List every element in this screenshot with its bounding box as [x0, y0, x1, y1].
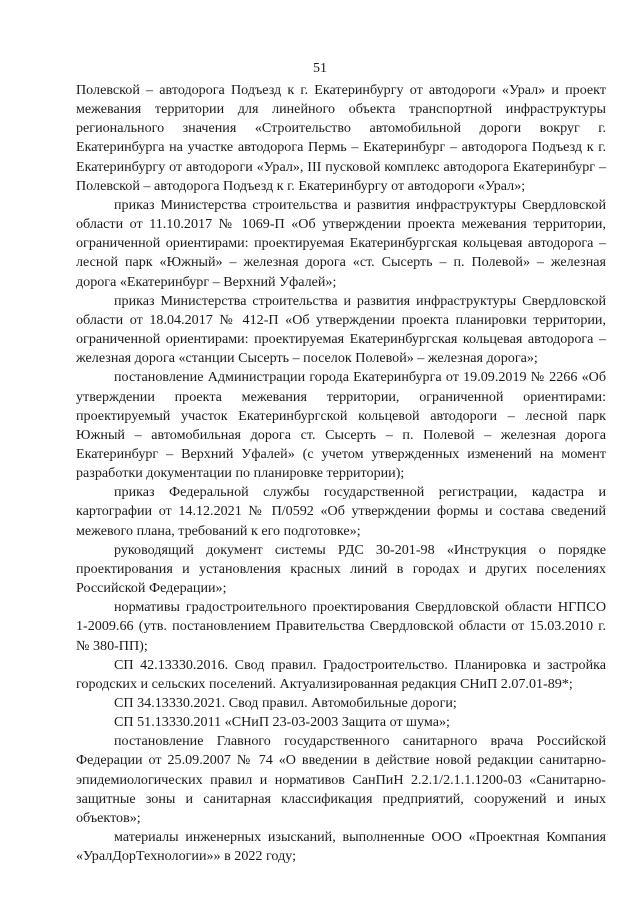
paragraph-order-412p: приказ Министерства строительства и развития инфраструктуры Свердловской области от 18.04.2017 № 412-П «Об утверждении проекта планировки территории, ограниченной ориентирами: проектируемая Екатеринбургская кольцевая автодорога – железная дорога «станции Сысерть – поселок Полевой» – железная дорога»;	[76, 292, 606, 367]
paragraph-order-1069p: приказ Министерства строительства и развития инфраструктуры Свердловской области от 11.10.2017 № 1069-П «Об утверждении проекта межевания территории, ограниченной ориентирами: проектируемая Екатеринбургская кольцевая автодорога – лесной парк «Южный» – железная дорога «ст. Сысерть – п. Полевой» – железная дорога «Екатеринбург – Верхний Уфалей»;	[76, 196, 606, 290]
paragraph-sp-34: СП 34.13330.2021. Свод правил. Автомобильные дороги;	[114, 695, 457, 711]
paragraph-sp-42: СП 42.13330.2016. Свод правил. Градостроительство. Планировка и застройка городских и сельских поселений. Актуализированная редакция СНиП 2.07.01-89*;	[76, 656, 606, 692]
paragraph-ngpso: нормативы градостроительного проектирования Свердловской области НГПСО 1-2009.66 (утв. постановлением Правительства Свердловской области от 15.03.2010 г. № 380-ПП);	[76, 599, 606, 654]
paragraph-resolution-2266: постановление Администрации города Екатеринбурга от 19.09.2019 № 2266 «Об утверждении проекта межевания территории, ограниченной ориентирами: проектируемый участок Екатеринбургской кольцевой автодороги – лесной парк Южный – автомобильная дорога ст. Сысерть – п. Полевой – железная дорога Екатеринбург – Верхний Уфалей» (с учетом утвержденных изменений на момент разработки документации по планировке территории);	[76, 369, 606, 482]
paragraph-order-p0592: приказ Федеральной службы государственной регистрации, кадастра и картографии от 14.12.2021 № П/0592 «Об утверждении формы и состава сведений межевого плана, требований к его подготовке»;	[76, 484, 606, 539]
paragraph-continuation: Полевской – автодорога Подъезд к г. Екатеринбургу от автодороги «Урал» и проект межевания территории для линейного объекта транспортной инфраструктуры регионального значения «Строительство автомобильной дороги вокруг г. Екатеринбурга на участке автодорога Пермь – Екатеринбург – автодорога Подъезд к г. Екатеринбургу от автодороги «Урал», III пусковой комплекс автодорога Екатеринбург – Полевской – автодорога Подъезд к г. Екатеринбургу от автодороги «Урал»;	[76, 82, 606, 194]
paragraph-sp-51: СП 51.13330.2011 «СНиП 23-03-2003 Защита от шума»;	[114, 714, 450, 731]
document-body	[76, 81, 606, 866]
page-number: 51	[313, 61, 327, 76]
paragraph-sanpin: постановление Главного государственного санитарного врача Российской Федерации от 25.09.2007 № 74 «О введении в действие новой редакции санитарно-эпидемиологических правил и нормативов СанПиН 2.2.1/2.1.1.1200-03 «Санитарно-защитные зоны и санитарная классификация предприятий, сооружений и иных объектов»;	[76, 733, 606, 826]
paragraph-rds-30-201-98: руководящий документ системы РДС 30-201-98 «Инструкция о порядке проектирования и установления красных линий в городах и других поселениях Российской Федерации»;	[76, 541, 606, 597]
paragraph-surveys: материалы инженерных изысканий, выполненные ООО «Проектная Компания «УралДорТехнологии»» в 2022 году;	[76, 829, 606, 865]
